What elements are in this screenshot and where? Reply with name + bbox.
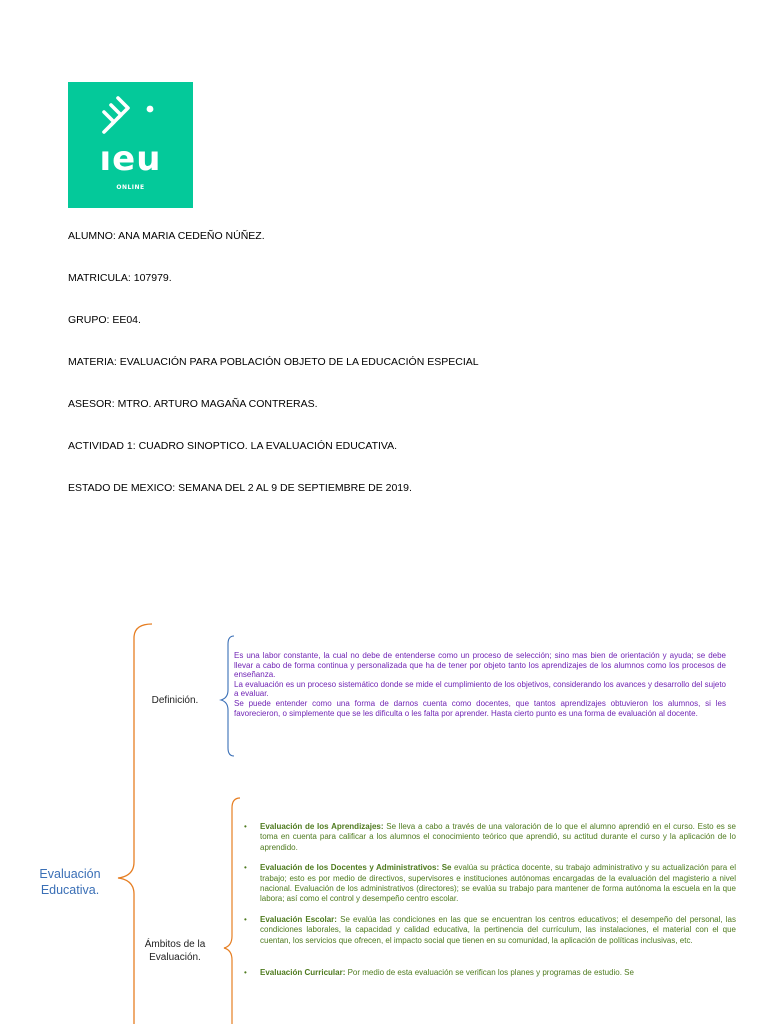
logo-wordmark: ıeu [99, 139, 162, 179]
item-title: Evaluación Escolar: [260, 914, 337, 924]
student-name: ALUMNO: ANA MARIA CEDEÑO NÚÑEZ. [68, 230, 265, 242]
list-item [244, 822, 736, 853]
list-item [244, 863, 736, 905]
category-definicion: Definición. [151, 695, 199, 706]
logo-subtitle: ONLINE [116, 184, 145, 191]
enrollment-number: MATRICULA: 107979. [68, 272, 172, 284]
item-title: Evaluación de los Aprendizajes: [260, 822, 384, 831]
item-text: Se lleva a cabo a través de una valoración de lo que el alumno aprendió en el curso. Esto es se toma en cuenta para calificar a los alumnos el conocimiento teórico que aprendió, su actitud durante el curso y la aplicación de lo aprendido. [260, 822, 737, 852]
advisor: ASESOR: MTRO. ARTURO MAGAÑA CONTRERAS. [68, 398, 318, 410]
definicion-brace [221, 636, 234, 756]
main-brace [118, 624, 152, 1024]
definicion-paragraph: Es una labor constante, la cual no debe de entenderse como un proceso de selección; sino mas bien de orientación y ayuda; se debe llevar a cabo de forma continua y personalizada que ha de tener por objeto tanto los aprendizajes de los alumnos como los procesos de enseñanza. [234, 651, 726, 680]
item-text: evalúa su práctica docente, su trabajo administrativo y su actualización para el trabajo; esto es por medio de directivos, supervisores e instituciones autónomas encargadas de la evaluación del magisterio a nivel nacional. Evaluación de los administrativos (directores); se evalúa su trabajo para mantener de forma autónoma la escuela en la que labora; así como el control y desempeño centro escolar. [260, 863, 736, 904]
category-ambitos: Ámbitos de la Evaluación. [144, 939, 206, 963]
state-date: ESTADO DE MEXICO: SEMANA DEL 2 AL 9 DE SEPTIEMBRE DE 2019. [68, 482, 412, 494]
list-item [244, 968, 736, 978]
item-title: Evaluación Curricular: [260, 968, 346, 978]
central-concept: Evaluación Educativa. [39, 867, 101, 897]
ambitos-brace [224, 798, 240, 1024]
activity: ACTIVIDAD 1: CUADRO SINOPTICO. LA EVALUACIÓN EDUCATIVA. [68, 440, 398, 452]
group: GRUPO: EE04. [68, 314, 141, 326]
item-text: Se evalúa las condiciones en las que se encuentran los centros educativos; el desempeño del personal, las condiciones laborales, la capacidad y calidad educativa, la pertinencia del currículum, las instalaciones, el material con el que cuentan, los servicios que ofrecen, el impacto social que tienen en su comunidad, la aplicación de políticas inclusivas, etc. [260, 914, 737, 945]
definicion-text [234, 651, 726, 718]
item-title: Evaluación de los Docentes y Administrativos: Se [260, 863, 452, 873]
list-item [244, 915, 736, 946]
subject: MATERIA: EVALUACIÓN PARA POBLACIÓN OBJETO DE LA EDUCACIÓN ESPECIAL [68, 356, 479, 368]
definicion-paragraph: Se puede entender como una forma de darnos cuenta como docentes, que tantos aprendizajes obtuvieron los alumnos, si les favorecieron, o simplemente que se les dificulta o les falta por aprender. Hasta cierto punto es una forma de evaluación al docente. [234, 698, 726, 718]
item-text: Por medio de esta evaluación se verifican los planes y programas de estudio. Se [345, 968, 634, 978]
ambitos-list [244, 822, 736, 978]
definicion-paragraph: La evaluación es un proceso sistemático donde se mide el cumplimiento de los objetivos, considerando los avances y desarrollo del sujeto a evaluar. [234, 679, 726, 699]
